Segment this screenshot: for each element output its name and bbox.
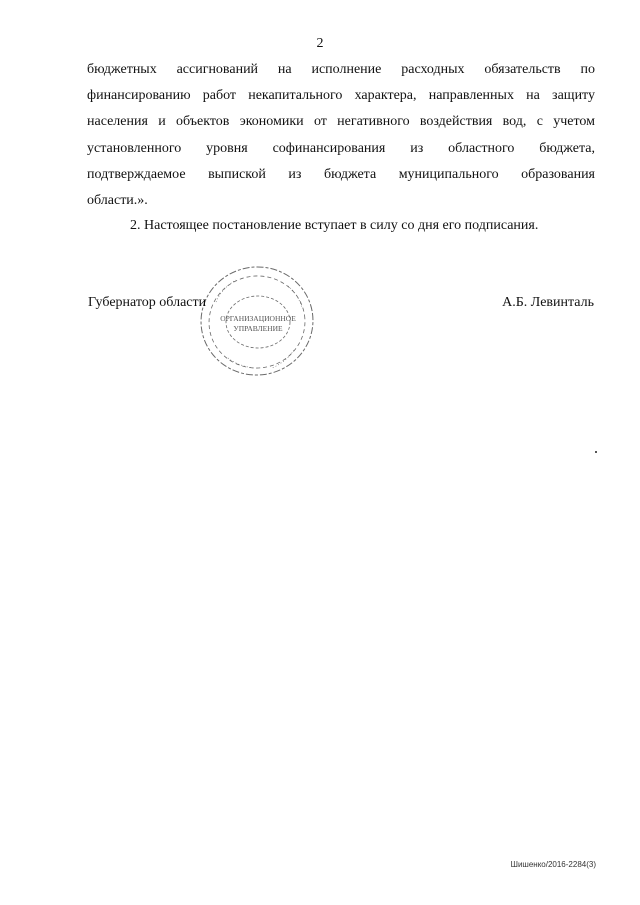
paragraph-2: 2. Настоящее постановление вступает в силу со дня его подписания. [130,218,539,233]
paragraph-line: установленного уровня софинансирования из областного бюджета, [87,141,595,156]
official-seal [198,262,316,380]
paragraph-line: финансированию работ некапитального характера, направленных на защиту [87,88,595,103]
seal-text-line2: УПРАВЛЕНИЕ [233,324,283,333]
paragraph-line: населения и объектов экономики от негативного воздействия вод, с учетом [87,114,595,129]
paragraph-line: подтверждаемое выпиской из бюджета муниципального образования [87,167,595,182]
signature-title: Губернатор области [88,295,207,310]
paragraph-line: бюджетных ассигнований на исполнение расходных обязательств по [87,62,595,77]
seal-text-line1: ОРГАНИЗАЦИОННОЕ [220,314,296,323]
scan-speck [595,451,597,453]
signature-name: А.Б. Левинталь [502,295,594,310]
paragraph-line: области.». [87,193,148,208]
page-number: 2 [316,36,324,51]
document-code: Шишенко/2016-2284(3) [510,860,596,869]
